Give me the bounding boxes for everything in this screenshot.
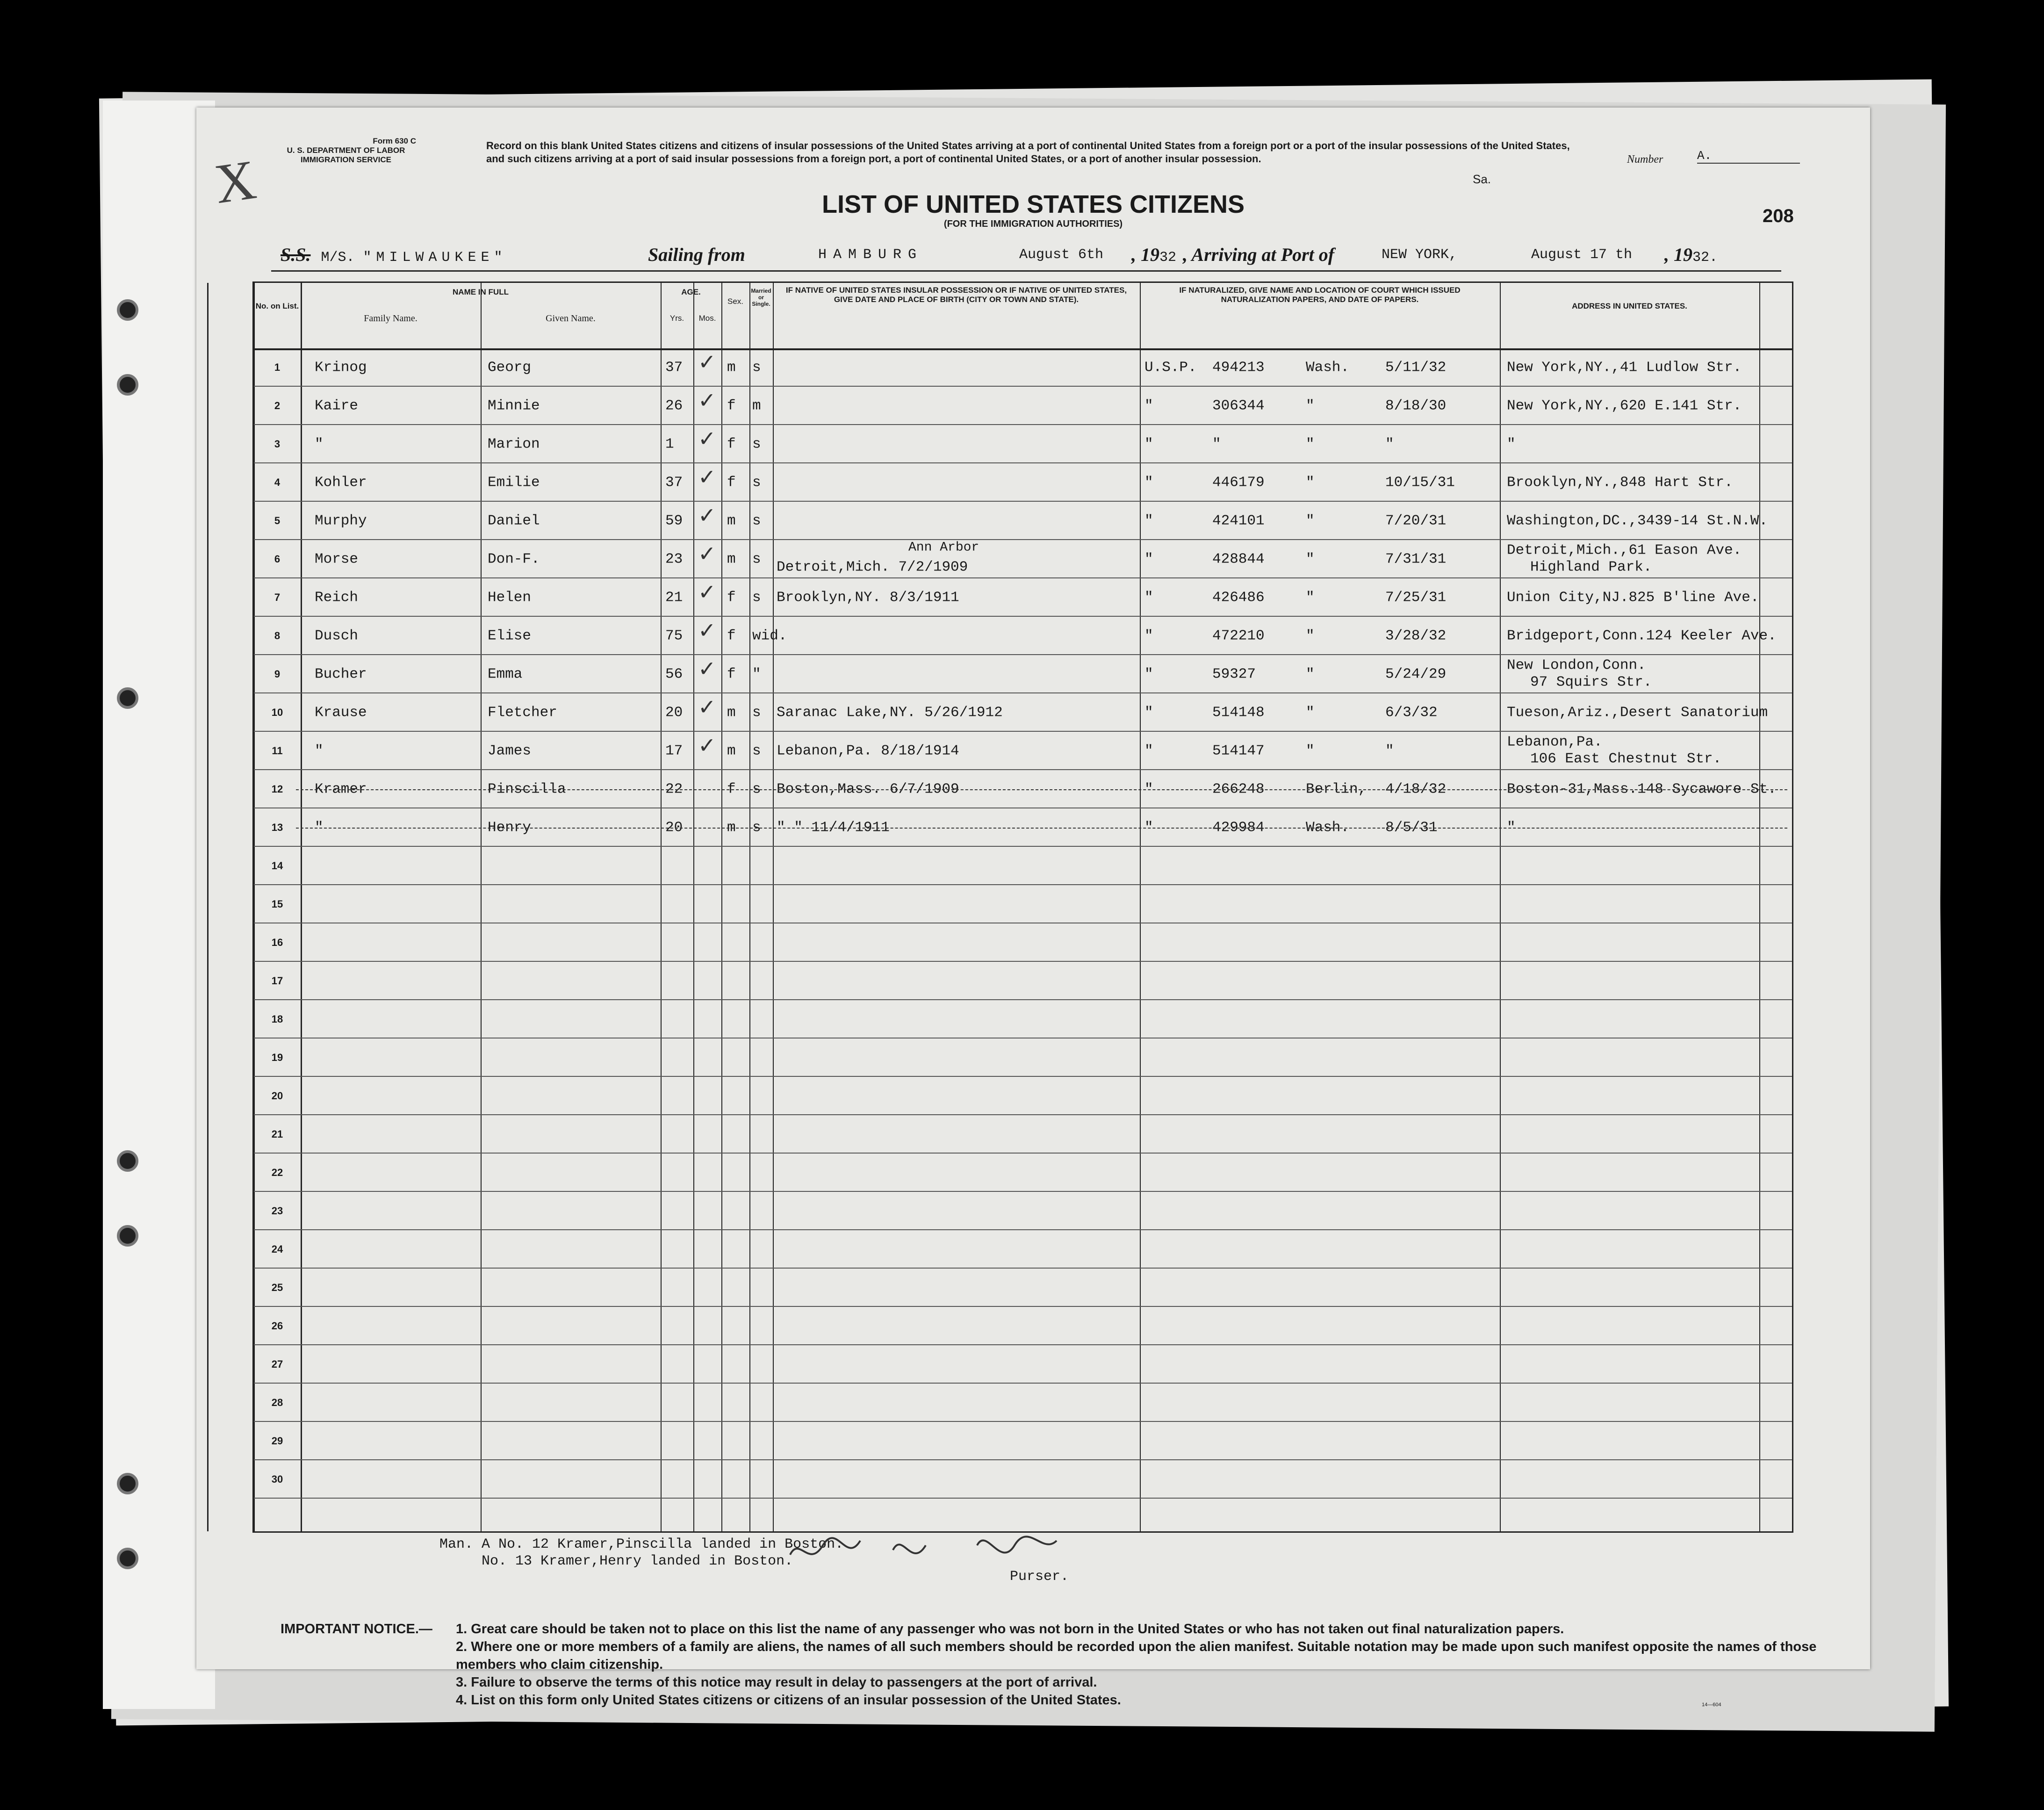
family-name: Kaire (315, 397, 359, 414)
age-years: 26 (665, 397, 683, 414)
row-number: 5 (274, 515, 281, 526)
court: " (1306, 666, 1315, 683)
naturalization-date: 5/11/32 (1385, 359, 1447, 376)
birth-place: Lebanon,Pa. 8/18/1914 (777, 743, 959, 759)
vessel-name: "MILWAUKEE" (363, 250, 507, 266)
purser-label: Purser. (1010, 1569, 1069, 1585)
family-name: Krinog (315, 359, 367, 376)
address-line-2: Highland Park. (1530, 559, 1652, 576)
marital-status: s (752, 436, 761, 453)
address: " (1507, 436, 1516, 453)
court: Wash. (1306, 819, 1350, 836)
certificate-number: 426486 (1212, 589, 1265, 606)
naturalization-type: " (1144, 474, 1153, 491)
age-years: 20 (665, 704, 683, 721)
check-mark: ✓ (698, 656, 716, 681)
blank-row (254, 1307, 1792, 1345)
marital-status: s (752, 781, 761, 798)
court: " (1306, 436, 1315, 453)
print-code: 14—604 (1702, 1702, 1721, 1708)
address: Union City,NJ.825 B'line Ave. (1507, 589, 1759, 606)
row-number: 2 (274, 400, 281, 411)
court: " (1306, 474, 1315, 491)
naturalization-type: " (1144, 666, 1153, 683)
age-years: 20 (665, 819, 683, 836)
sex: f (727, 397, 736, 414)
row-number: 3 (274, 438, 281, 450)
naturalization-type: " (1144, 397, 1153, 414)
table-row (254, 425, 1792, 463)
punch-hole (117, 1150, 138, 1172)
address: " (1507, 819, 1516, 836)
sex: m (727, 551, 736, 568)
birth-place: " " 11/4/1911 (777, 819, 890, 836)
family-name: " (315, 819, 324, 836)
marital-status: s (752, 589, 761, 606)
naturalization-date: 8/18/30 (1385, 397, 1447, 414)
sex: m (727, 512, 736, 529)
family-name: Murphy (315, 512, 367, 529)
punch-hole (117, 374, 138, 396)
given-name: Emma (488, 666, 523, 683)
col-yrs: Yrs. (669, 314, 684, 323)
row-number: 15 (271, 898, 283, 910)
family-name: " (315, 743, 324, 759)
landing-note-line: Man. A No. 12 Kramer,Pinscilla landed in Boston. (439, 1536, 844, 1552)
vessel-prefix: M/S. (321, 250, 355, 266)
col-naturalization: IF NATURALIZED, GIVE NAME AND LOCATION OF COURT WHICH ISSUED NATURALIZATION PAPERS, AND DATE OF PAPERS. (1179, 286, 1461, 304)
marital-status: s (752, 819, 761, 836)
birth-place-note: Ann Arbor (908, 540, 979, 555)
certificate-number: 494213 (1212, 359, 1265, 376)
certificate-number: 514147 (1212, 743, 1265, 759)
family-name: Bucher (315, 666, 367, 683)
given-name: James (488, 743, 532, 759)
blank-row (254, 1192, 1792, 1230)
address: New York,NY.,41 Ludlow Str. (1507, 359, 1742, 376)
col-age: AGE. (681, 288, 701, 296)
table-row (254, 693, 1792, 732)
check-mark: ✓ (698, 579, 716, 605)
vessel-line (281, 243, 507, 267)
col-married-single: Married or Single. (751, 288, 771, 307)
row-number: 21 (271, 1128, 283, 1140)
sailing-from: HAMBURG (818, 247, 923, 263)
marital-status: s (752, 512, 761, 529)
given-name: Daniel (488, 512, 540, 529)
row-number: 10 (271, 707, 283, 718)
col-native-birth: IF NATIVE OF UNITED STATES INSULAR POSSESSION OR IF NATIVE OF UNITED STATES, GIVE DATE AND PLACE OF BIRTH (CITY OR TOWN AND STATE). (785, 286, 1127, 304)
blank-row (254, 1230, 1792, 1269)
naturalization-date: 3/28/32 (1385, 627, 1447, 644)
table-row (254, 502, 1792, 540)
naturalization-date: 5/24/29 (1385, 666, 1447, 683)
blank-row (254, 1000, 1792, 1038)
punch-hole (117, 1548, 138, 1569)
form-header-block (257, 137, 435, 165)
birth-place: Saranac Lake,NY. 5/26/1912 (777, 704, 1003, 721)
table-row (254, 463, 1792, 502)
notice-item: 4. List on this form only United States citizens or citizens of an insular possession of the United States. (456, 1693, 1121, 1708)
check-mark: ✓ (698, 464, 716, 490)
age-years: 22 (665, 781, 683, 798)
col-name-in-full: NAME IN FULL (453, 288, 509, 296)
row-number: 28 (271, 1397, 283, 1408)
table-row (254, 770, 1792, 808)
address: New London,Conn. (1507, 657, 1646, 674)
family-name: Dusch (315, 627, 359, 644)
given-name: Fletcher (488, 704, 557, 721)
page-subtitle: (FOR THE IMMIGRATION AUTHORITIES) (943, 219, 1123, 229)
strikethrough (296, 828, 1787, 829)
row-number: 6 (274, 553, 281, 565)
naturalization-type: " (1144, 781, 1153, 798)
birth-place: Detroit,Mich. 7/2/1909 (777, 559, 968, 576)
form-instructions: Record on this blank United States citizens and citizens of insular possessions of the United States arriving at a port of continental United States from a foreign port or a port of the insular possessions of the United States, and such citizens arriving at a port of said insular possessions from a foreign port, a port of continental United States, or a port of another insular possession. (486, 140, 1570, 165)
manifest-table (252, 281, 1793, 1533)
blank-row (254, 1269, 1792, 1307)
naturalization-type: " (1144, 512, 1153, 529)
court: " (1306, 551, 1315, 568)
check-mark: ✓ (698, 733, 716, 758)
given-name: Helen (488, 589, 532, 606)
row-number: 22 (271, 1167, 283, 1178)
voyage-rule (271, 270, 1781, 272)
age-years: 37 (665, 474, 683, 491)
check-mark: ✓ (698, 541, 716, 566)
col-mos: Mos. (698, 314, 716, 323)
sex: m (727, 819, 736, 836)
check-mark: ✓ (698, 503, 716, 528)
table-row (254, 348, 1792, 387)
row-number: 25 (271, 1282, 283, 1293)
notice-item: 2. Where one or more members of a family are aliens, the names of all such members should be recorded upon the alien manifest. Suitable notation may be made upon such manifest opposite the names of those members who claim citizenship. (456, 1639, 1817, 1672)
row-number: 27 (271, 1358, 283, 1370)
naturalization-date: 7/20/31 (1385, 512, 1447, 529)
blank-row (254, 1384, 1792, 1422)
certificate-number: 472210 (1212, 627, 1265, 644)
court: " (1306, 397, 1315, 414)
page-number: 208 (1763, 206, 1794, 226)
naturalization-type: " (1144, 704, 1153, 721)
blank-row (254, 1154, 1792, 1192)
depart-date: August 6th (1019, 247, 1104, 263)
naturalization-type: " (1144, 436, 1153, 453)
service: IMMIGRATION SERVICE (301, 155, 391, 164)
family-name: Krause (315, 704, 367, 721)
address: Brooklyn,NY.,848 Hart Str. (1507, 474, 1733, 491)
certificate-number: 59327 (1212, 666, 1256, 683)
punch-hole (117, 1473, 138, 1494)
address: New York,NY.,620 E.141 Str. (1507, 397, 1742, 414)
certificate-number: 424101 (1212, 512, 1265, 529)
row-number: 23 (271, 1205, 283, 1217)
sex: f (727, 589, 736, 606)
naturalization-type: U.S.P. (1144, 359, 1197, 376)
blank-row (254, 885, 1792, 923)
row-number: 16 (271, 937, 283, 948)
age-years: 17 (665, 743, 683, 759)
ss-label: S.S. (281, 244, 311, 265)
marital-status: " (752, 666, 761, 683)
punch-hole (117, 299, 138, 321)
sex: f (727, 436, 736, 453)
naturalization-date: 8/5/31 (1385, 819, 1438, 836)
age-years: 56 (665, 666, 683, 683)
naturalization-date: 7/31/31 (1385, 551, 1447, 568)
court: Wash. (1306, 359, 1350, 376)
sex: m (727, 704, 736, 721)
court: " (1306, 627, 1315, 644)
family-name: Kramer (315, 781, 367, 798)
given-name: Marion (488, 436, 540, 453)
row-number: 1 (274, 361, 281, 373)
sa-label: Sa. (1473, 172, 1491, 186)
col-sex: Sex. (727, 297, 744, 306)
given-name: Henry (488, 819, 532, 836)
row-number: 29 (271, 1435, 283, 1447)
manifest-form (196, 108, 1870, 1708)
blank-row (254, 847, 1792, 885)
table-row (254, 540, 1792, 578)
handwritten-mark: X (211, 148, 260, 216)
col-family-name: Family Name. (364, 313, 417, 324)
check-mark: ✓ (698, 426, 716, 451)
row-number: 24 (271, 1243, 283, 1255)
given-name: Minnie (488, 397, 540, 414)
given-name: Don-F. (488, 551, 540, 568)
family-name: Reich (315, 589, 359, 606)
marital-status: wid. (752, 627, 787, 644)
blank-row (254, 923, 1792, 962)
table-row (254, 732, 1792, 770)
marital-status: s (752, 551, 761, 568)
form-number: Form 630 C (373, 137, 416, 145)
row-number: 19 (271, 1052, 283, 1063)
certificate-number: 306344 (1212, 397, 1265, 414)
age-years: 1 (665, 436, 674, 453)
age-years: 59 (665, 512, 683, 529)
address-line-2: 97 Squirs Str. (1530, 674, 1652, 691)
number-value: A. (1697, 149, 1800, 164)
address: Washington,DC.,3439-14 St.N.W. (1507, 512, 1768, 529)
certificate-number: 266248 (1212, 781, 1265, 798)
blank-row (254, 1422, 1792, 1460)
marital-status: m (752, 397, 761, 414)
address: Detroit,Mich.,61 Eason Ave. (1507, 542, 1742, 559)
arrive-year: , 1932. (1664, 244, 1718, 266)
certificate-number: 428844 (1212, 551, 1265, 568)
address: Boston-31,Mass.148 Sycawore St. (1507, 781, 1777, 798)
age-years: 21 (665, 589, 683, 606)
family-name: " (315, 436, 324, 453)
certificate-number: 514148 (1212, 704, 1265, 721)
naturalization-date: 6/3/32 (1385, 704, 1438, 721)
given-name: Pinscilla (488, 781, 566, 798)
landing-note-line: No. 13 Kramer,Henry landed in Boston. (482, 1553, 793, 1569)
marital-status: s (752, 704, 761, 721)
column-line (207, 283, 209, 1531)
address-line-2: 106 East Chestnut Str. (1530, 750, 1722, 767)
age-years: 75 (665, 627, 683, 644)
table-row (254, 655, 1792, 693)
age-years: 37 (665, 359, 683, 376)
row-rule (254, 1498, 1792, 1499)
court: " (1306, 589, 1315, 606)
naturalization-type: " (1144, 589, 1153, 606)
department: U. S. DEPARTMENT OF LABOR (287, 146, 405, 155)
row-number: 7 (274, 591, 281, 603)
check-mark: ✓ (698, 388, 716, 413)
marital-status: s (752, 474, 761, 491)
address: Bridgeport,Conn.124 Keeler Ave. (1507, 627, 1777, 644)
row-number: 26 (271, 1320, 283, 1332)
row-number: 12 (271, 783, 283, 795)
row-number: 17 (271, 975, 283, 987)
depart-year: , 1932 (1131, 244, 1177, 266)
court: " (1306, 704, 1315, 721)
court: " (1306, 743, 1315, 759)
given-name: Elise (488, 627, 532, 644)
naturalization-type: " (1144, 627, 1153, 644)
naturalization-type: " (1144, 743, 1153, 759)
row-number: 18 (271, 1013, 283, 1025)
row-number: 4 (274, 476, 281, 488)
row-number: 20 (271, 1090, 283, 1102)
arriving-label: , Arriving at Port of (1183, 244, 1335, 265)
given-name: Georg (488, 359, 532, 376)
marital-status: s (752, 743, 761, 759)
blank-row (254, 1038, 1792, 1077)
naturalization-date: 7/25/31 (1385, 589, 1447, 606)
certificate-number: 429984 (1212, 819, 1265, 836)
page-title: LIST OF UNITED STATES CITIZENS (822, 190, 1245, 218)
naturalization-date: " (1385, 436, 1394, 453)
sex: f (727, 781, 736, 798)
sex: f (727, 666, 736, 683)
check-mark: ✓ (698, 694, 716, 720)
notice-lead: IMPORTANT NOTICE.— (281, 1622, 432, 1637)
family-name: Morse (315, 551, 359, 568)
arrival-port: NEW YORK, (1382, 247, 1458, 263)
sex: f (727, 627, 736, 644)
row-number: 13 (271, 822, 283, 833)
sex: m (727, 359, 736, 376)
punch-hole (117, 687, 138, 709)
address: Lebanon,Pa. (1507, 734, 1603, 750)
naturalization-type: " (1144, 819, 1153, 836)
strikethrough (296, 789, 1787, 790)
notice-item: 3. Failure to observe the terms of this notice may result in delay to passengers at the port of arrival. (456, 1675, 1097, 1690)
court: " (1306, 512, 1315, 529)
row-number: 8 (274, 630, 281, 642)
family-name: Kohler (315, 474, 367, 491)
address: Tueson,Ariz.,Desert Sanatorium (1507, 704, 1768, 721)
table-row (254, 578, 1792, 617)
naturalization-date: " (1385, 743, 1394, 759)
naturalization-date: 4/18/32 (1385, 781, 1447, 798)
row-number: 14 (271, 860, 283, 872)
certificate-number: " (1212, 436, 1221, 453)
notice-item: 1. Great care should be taken not to place on this list the name of any passenger who was not born in the United States or who has not taken out final naturalization papers. (456, 1622, 1564, 1637)
blank-row (254, 1345, 1792, 1384)
given-name: Emilie (488, 474, 540, 491)
col-address: ADDRESS IN UNITED STATES. (1572, 302, 1687, 310)
number-label: Number (1627, 153, 1663, 166)
row-number: 9 (274, 668, 281, 680)
certificate-number: 446179 (1212, 474, 1265, 491)
arrive-date: August 17 th (1531, 247, 1633, 263)
blank-row (254, 1115, 1792, 1154)
sex: f (727, 474, 736, 491)
purser-signature (781, 1527, 1061, 1573)
marital-status: s (752, 359, 761, 376)
check-mark: ✓ (698, 618, 716, 643)
table-row (254, 808, 1792, 847)
blank-row (254, 1077, 1792, 1115)
birth-place: Brooklyn,NY. 8/3/1911 (777, 589, 959, 606)
birth-place: Boston,Mass. 6/7/1909 (777, 781, 959, 798)
check-mark: ✓ (698, 349, 716, 375)
col-no-on-list: No. on List. (255, 302, 299, 310)
row-number: 30 (271, 1473, 283, 1485)
table-row (254, 387, 1792, 425)
court: Berlin, (1306, 781, 1367, 798)
blank-row (254, 1460, 1792, 1499)
punch-hole (117, 1225, 138, 1247)
row-number: 11 (272, 745, 283, 757)
age-years: 23 (665, 551, 683, 568)
notice-items (456, 1620, 1821, 1709)
col-given-name: Given Name. (546, 313, 596, 324)
naturalization-date: 10/15/31 (1385, 474, 1455, 491)
naturalization-type: " (1144, 551, 1153, 568)
table-row (254, 617, 1792, 655)
sex: m (727, 743, 736, 759)
sailing-from-label: Sailing from (648, 244, 745, 265)
blank-row (254, 962, 1792, 1000)
